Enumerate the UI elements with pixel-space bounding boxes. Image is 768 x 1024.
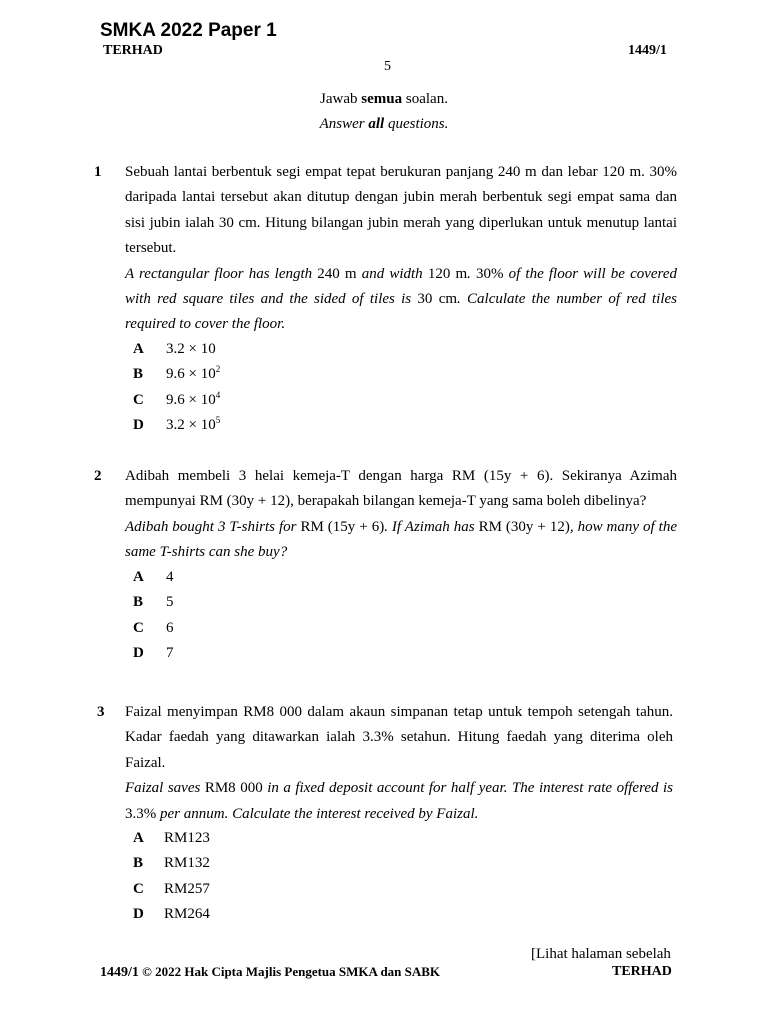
answer-option[interactable]: C 6 bbox=[133, 619, 174, 636]
next-page-note: [Lihat halaman sebelah bbox=[531, 946, 671, 962]
question-1-options bbox=[133, 337, 220, 439]
question-2-options bbox=[133, 565, 174, 667]
header-classification: TERHAD bbox=[103, 43, 163, 58]
footer-copyright: 1449/1 © 2022 Hak Cipta Majlis Pengetua SMKA dan SABK bbox=[100, 964, 441, 980]
footer-classification: TERHAD bbox=[612, 964, 672, 979]
question-3-number: 3 bbox=[97, 704, 105, 720]
answer-option[interactable]: C RM257 bbox=[133, 880, 210, 897]
question-1-english: A rectangular floor has length 240 m and width 120 m. 30% of the floor will be covered with red square tiles and the sided of tiles is 30 cm. Calculate the number of red tiles required to cover the floor. bbox=[125, 265, 677, 333]
instruction-english: Answer all questions. bbox=[319, 116, 449, 132]
answer-option[interactable]: B $9.6 \times 10^2$ bbox=[133, 364, 221, 383]
answer-option[interactable]: B RM132 bbox=[133, 855, 210, 872]
instruction-malay: Jawab semua soalan. bbox=[320, 91, 448, 107]
answer-option[interactable]: C $9.6 \times 10^4$ bbox=[133, 389, 221, 408]
question-3-english: Faizal saves RM8 000 in a fixed deposit account for half year. The interest rate offered is 3.3% per annum. Calculate the interest received by Faizal. bbox=[125, 780, 674, 822]
answer-option[interactable]: D $3.2 \times 10^5$ bbox=[133, 415, 221, 434]
answer-option[interactable]: D 7 bbox=[133, 645, 174, 662]
question-2-text bbox=[125, 464, 677, 566]
question-3-text bbox=[125, 700, 673, 827]
question-3-malay: Faizal menyimpan RM8 000 dalam akaun simpanan tetap untuk tempoh setengah tahun. Kadar faedah yang ditawarkan ialah 3.3% setahun. Hitung faedah yang diterima oleh Faizal. bbox=[125, 704, 673, 771]
question-2-english: Adibah bought 3 T-shirts for RM (15y + 6). If Azimah has RM (30y + 12), how many of the same T-shirts can she buy? bbox=[125, 518, 677, 561]
answer-option[interactable]: D RM264 bbox=[133, 906, 210, 923]
answer-option[interactable]: A 3.2 × 10 bbox=[133, 341, 216, 357]
question-3-options bbox=[133, 826, 210, 928]
question-1-malay: Sebuah lantai berbentuk segi empat tepat berukuran panjang 240 m dan lebar 120 m. 30% daripada lantai tersebut akan ditutup dengan jubin merah berbentuk segi empat sama dan sisi jubin ialah 30 cm. Hitung bilangan jubin merah yang diperlukan untuk menutup lantai tersebut. bbox=[125, 164, 677, 257]
document-title: SMKA 2022 Paper 1 bbox=[100, 20, 277, 41]
question-2-malay: Adibah membeli 3 helai kemeja-T dengan harga RM (15y + 6). Sekiranya Azimah mempunyai RM (30y + 12), berapakah bilangan kemeja-T yang sama boleh dibelinya? bbox=[125, 468, 677, 510]
answer-option[interactable]: A 4 bbox=[133, 569, 174, 585]
answer-option[interactable]: B 5 bbox=[133, 594, 174, 611]
question-1-text bbox=[125, 160, 677, 338]
question-1-number: 1 bbox=[94, 164, 102, 180]
answer-option[interactable]: A RM123 bbox=[133, 830, 210, 846]
question-2-number: 2 bbox=[94, 468, 102, 484]
header-paper-code: 1449/1 bbox=[628, 43, 667, 58]
page-number: 5 bbox=[384, 59, 391, 74]
